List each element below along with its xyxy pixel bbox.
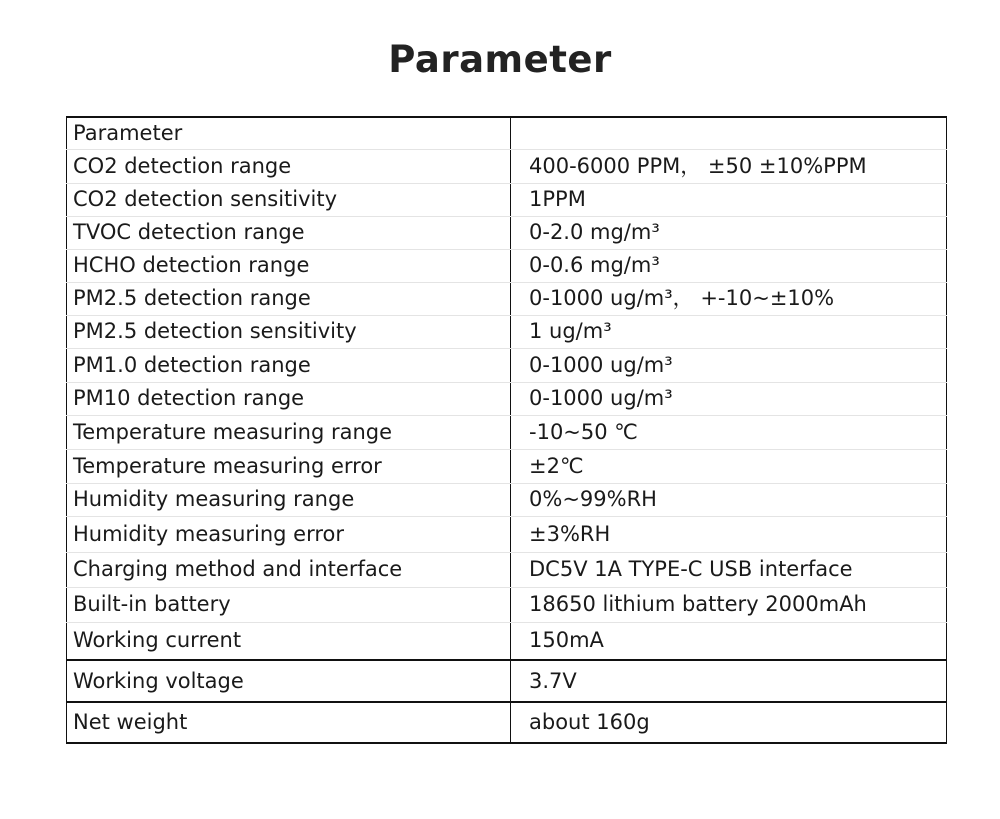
table-row bbox=[67, 117, 947, 149]
page-title: Parameter bbox=[388, 38, 612, 81]
row-value: ±3%RH bbox=[511, 516, 947, 552]
row-label: Working current bbox=[67, 622, 511, 660]
table-row bbox=[67, 382, 947, 415]
table-row bbox=[67, 483, 947, 516]
row-value: DC5V 1A TYPE-C USB interface bbox=[511, 552, 947, 587]
table-row bbox=[67, 449, 947, 483]
table-row bbox=[67, 348, 947, 382]
table-row bbox=[67, 183, 947, 216]
row-label: Charging method and interface bbox=[67, 552, 511, 587]
row-value: 0-0.6 mg/m³ bbox=[511, 249, 947, 282]
row-value: 0-1000 ug/m³ bbox=[511, 382, 947, 415]
table-row bbox=[67, 660, 947, 702]
row-label: Temperature measuring error bbox=[67, 449, 511, 483]
row-label: HCHO detection range bbox=[67, 249, 511, 282]
row-label: TVOC detection range bbox=[67, 216, 511, 249]
table-row bbox=[67, 415, 947, 449]
row-label: PM2.5 detection range bbox=[67, 282, 511, 315]
row-label: PM10 detection range bbox=[67, 382, 511, 415]
row-value: 1PPM bbox=[511, 183, 947, 216]
row-value: 18650 lithium battery 2000mAh bbox=[511, 587, 947, 622]
row-value: 1 ug/m³ bbox=[511, 315, 947, 348]
row-label: Built-in battery bbox=[67, 587, 511, 622]
table-row bbox=[67, 587, 947, 622]
table-row bbox=[67, 249, 947, 282]
row-value: about 160g bbox=[511, 702, 947, 743]
table-row bbox=[67, 702, 947, 743]
row-label: CO2 detection range bbox=[67, 149, 511, 183]
table-row bbox=[67, 216, 947, 249]
row-value: 0%~99%RH bbox=[511, 483, 947, 516]
row-label: PM1.0 detection range bbox=[67, 348, 511, 382]
table-row bbox=[67, 622, 947, 660]
table-row bbox=[67, 315, 947, 348]
row-value: 3.7V bbox=[511, 660, 947, 702]
row-value: 400-6000 PPM， ±50 ±10%PPM bbox=[511, 149, 947, 183]
table-row bbox=[67, 282, 947, 315]
table-row bbox=[67, 149, 947, 183]
row-value: -10~50 ℃ bbox=[511, 415, 947, 449]
row-value: 150mA bbox=[511, 622, 947, 660]
row-value: 0-2.0 mg/m³ bbox=[511, 216, 947, 249]
row-label: Working voltage bbox=[67, 660, 511, 702]
row-label: Humidity measuring range bbox=[67, 483, 511, 516]
row-label: Temperature measuring range bbox=[67, 415, 511, 449]
row-value: 0-1000 ug/m³， +-10~±10% bbox=[511, 282, 947, 315]
parameter-table bbox=[66, 116, 947, 744]
row-value: 0-1000 ug/m³ bbox=[511, 348, 947, 382]
row-label: Humidity measuring error bbox=[67, 516, 511, 552]
table-row bbox=[67, 552, 947, 587]
row-value: ±2℃ bbox=[511, 449, 947, 483]
row-label: CO2 detection sensitivity bbox=[67, 183, 511, 216]
table-row bbox=[67, 516, 947, 552]
row-label: PM2.5 detection sensitivity bbox=[67, 315, 511, 348]
row-value bbox=[511, 117, 947, 149]
row-label: Net weight bbox=[67, 702, 511, 743]
row-label: Parameter bbox=[67, 117, 511, 149]
